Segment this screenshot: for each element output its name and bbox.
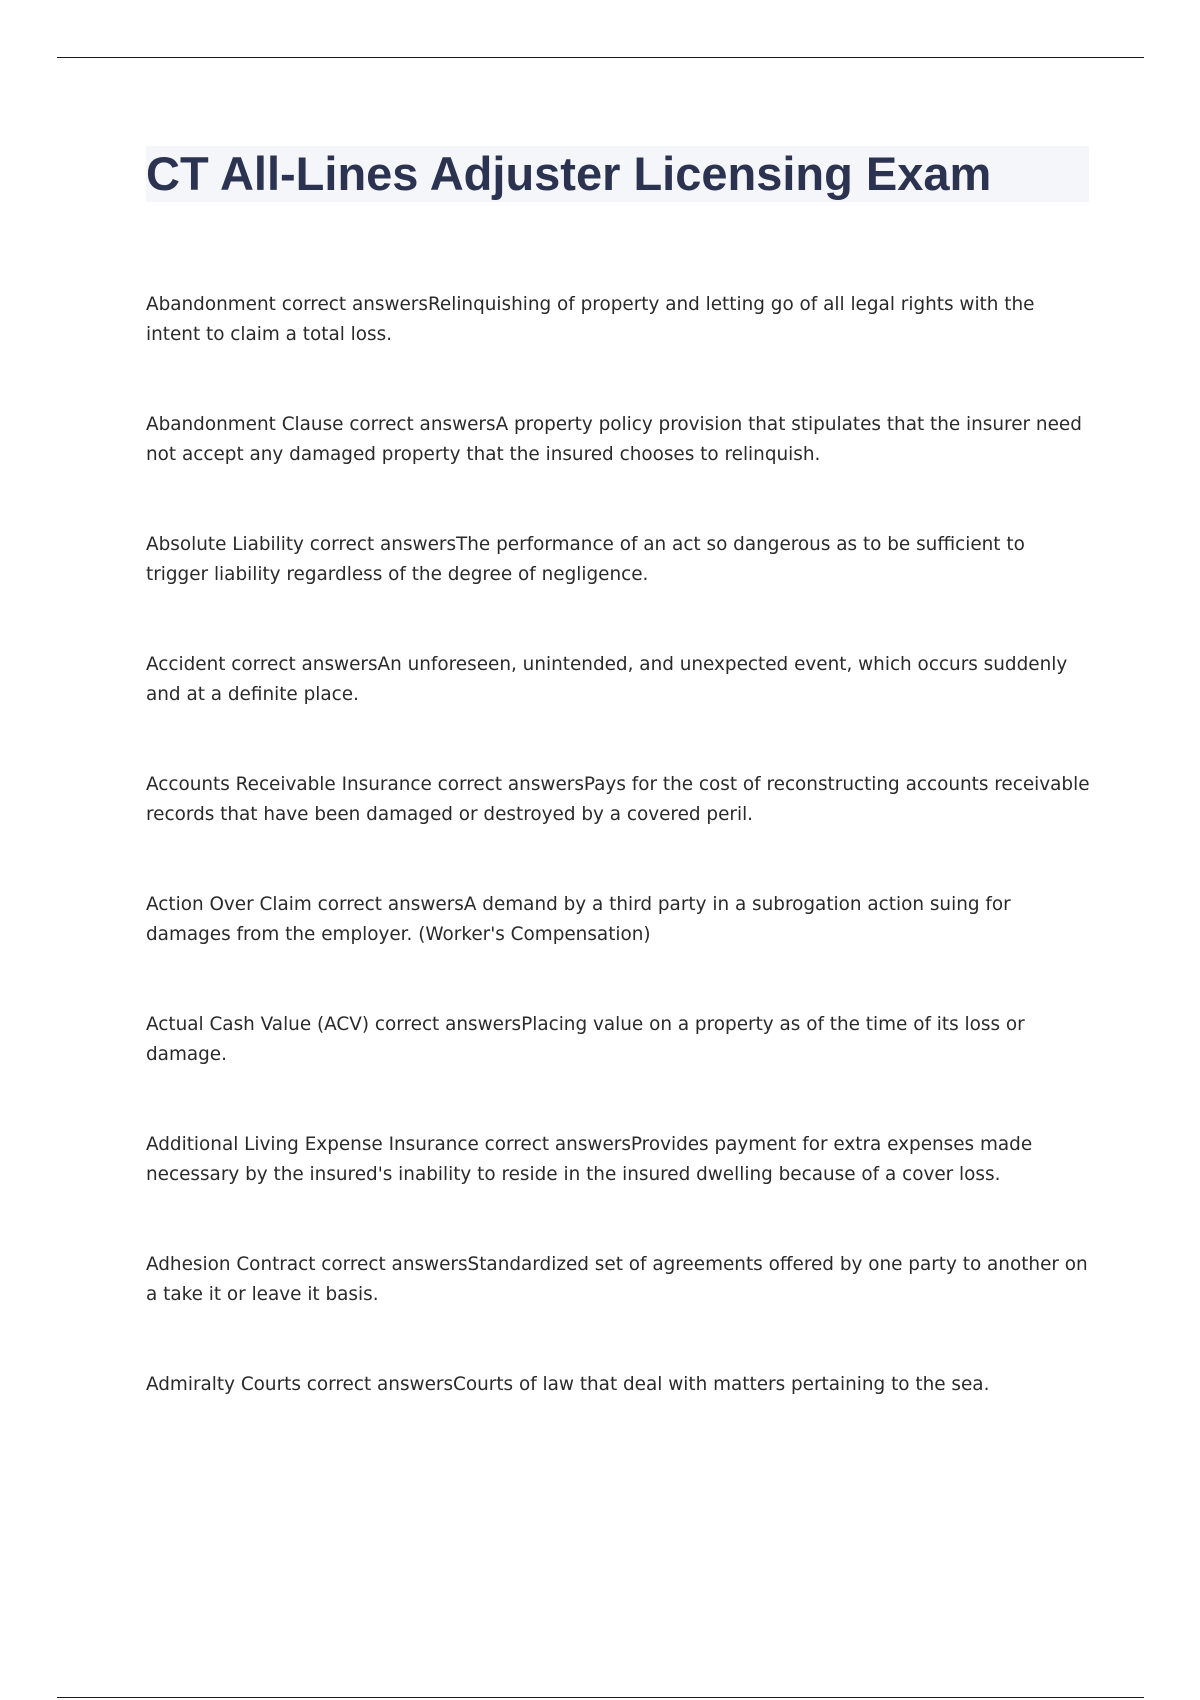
glossary-entry: Admiralty Courts correct answersCourts of law that deal with matters pertaining to the sea. — [146, 1374, 990, 1395]
glossary-entry: Action Over Claim correct answersA demand by a third party in a subrogation action suing for damages from the employer. (Worker's Compensation) — [146, 894, 1011, 945]
glossary-entry: Abandonment correct answersRelinquishing of property and letting go of all legal rights with the intent to claim a total loss. — [146, 294, 1035, 345]
glossary-entry: Accident correct answersAn unforeseen, unintended, and unexpected event, which occurs suddenly and at a definite place. — [146, 654, 1068, 705]
page-title: CT All-Lines Adjuster Licensing Exam — [146, 147, 992, 200]
glossary-entry: Actual Cash Value (ACV) correct answersPlacing value on a property as of the time of its loss or damage. — [146, 1014, 1025, 1065]
glossary-entry: Adhesion Contract correct answersStandardized set of agreements offered by one party to another on a take it or leave it basis. — [146, 1254, 1088, 1305]
title-banner — [146, 146, 1089, 202]
glossary-list — [146, 290, 1091, 1490]
bottom-divider — [57, 1697, 1144, 1698]
glossary-entry: Additional Living Expense Insurance correct answersProvides payment for extra expenses made necessary by the insured's inability to reside in the insured dwelling because of a cover loss. — [146, 1134, 1033, 1185]
glossary-entry: Absolute Liability correct answersThe performance of an act so dangerous as to be sufficient to trigger liability regardless of the degree of negligence. — [146, 534, 1025, 585]
glossary-entry: Abandonment Clause correct answersA property policy provision that stipulates that the insurer need not accept any damaged property that the insured chooses to relinquish. — [146, 414, 1082, 465]
top-divider — [57, 57, 1144, 58]
glossary-entry: Accounts Receivable Insurance correct answersPays for the cost of reconstructing accounts receivable records that have been damaged or destroyed by a covered peril. — [146, 774, 1090, 825]
